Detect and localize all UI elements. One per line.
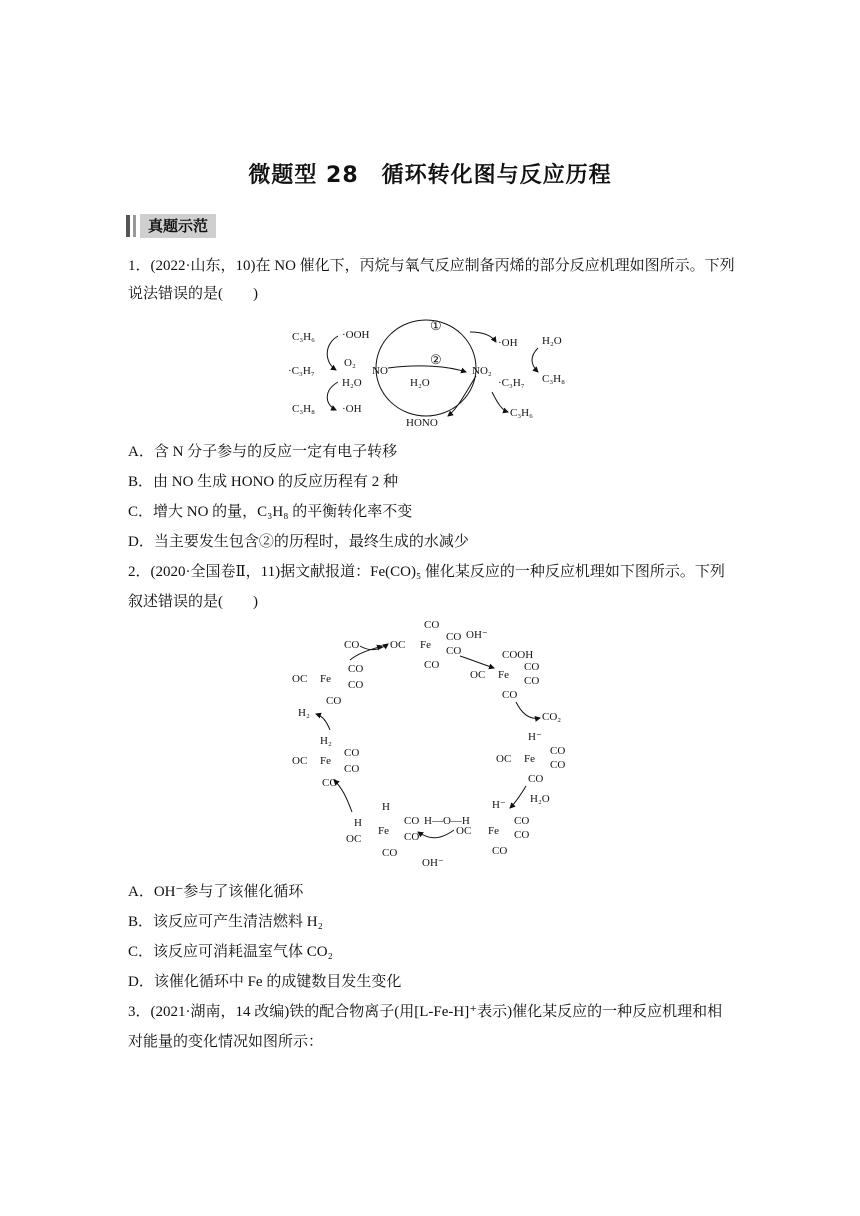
co-bl-r2: CO [404, 831, 420, 843]
path-no2-hono [448, 376, 476, 416]
o2-label: O₂ [344, 357, 356, 369]
q1-option-c: C．增大 NO 的量，C₃H₈ 的平衡转化率不变 [128, 504, 413, 520]
q2-option-b: B．该反应可产生清洁燃料 H₂ [128, 914, 323, 930]
q2-stem-line2: 叙述错误的是( ) [128, 594, 258, 610]
arrow-br-to-bl [418, 830, 454, 838]
fe-right: Fe [524, 753, 535, 765]
page-title: 微题型 28 循环转化图与反应历程 [248, 163, 612, 188]
arrow-h2o [510, 786, 526, 808]
q2-option-d: D．该催化循环中 Fe 的成键数目发生变化 [128, 974, 402, 990]
path-step2 [388, 366, 466, 372]
c3h7-right-label: ·C₃H₇ [498, 377, 525, 389]
q2-stem-line1: 2．(2020·全国卷Ⅱ，11)据文献报道：Fe(CO)₅ 催化某反应的一种反应机理如下图所示。下列 [128, 564, 725, 580]
co-right-r1: CO [550, 745, 566, 757]
oh-minus-top: OH⁻ [466, 629, 488, 641]
c3h8-right-label: C₃H₈ [542, 373, 565, 385]
q1-stem-line1: 1．(2022·山东，10)在 NO 催化下，丙烷与氧气反应制备丙烯的部分反应机理如图所示。下列 [128, 258, 735, 274]
q2-option-c: C．该反应可消耗温室气体 CO₂ [128, 944, 333, 960]
arrow-top-to-tr [460, 656, 494, 668]
oc-left: OC [292, 755, 308, 767]
right-exchange-arrow [532, 348, 538, 372]
oc-tr: OC [470, 669, 486, 681]
q3-stem-line2: 对能量的变化情况如图所示： [128, 1034, 324, 1050]
oh-minus-bottom: OH⁻ [422, 857, 444, 869]
oh-right-label: ·OH [498, 337, 518, 349]
oc-br: OC [456, 825, 472, 837]
q1-option-d: D．当主要发生包含②的历程时，最终生成的水减少 [128, 534, 469, 550]
oc-top: OC [390, 639, 406, 651]
fe-tr: Fe [498, 669, 509, 681]
h2o-left-label: H₂O [342, 377, 362, 389]
co-top-down: CO [424, 659, 440, 671]
fe-top: Fe [420, 639, 431, 651]
section-label: 真题示范 [140, 214, 216, 238]
tag-bar [126, 215, 130, 237]
co-top-up: CO [424, 619, 440, 631]
co-ul-r1: CO [348, 663, 364, 675]
co-top-r2: CO [446, 645, 462, 657]
co-top-r1: CO [446, 631, 462, 643]
co-left-r2: CO [344, 763, 360, 775]
c3h6-right-label: C₃H₆ [510, 407, 533, 419]
hoh-label: H—O—H [424, 815, 470, 827]
q2-catalytic-cycle-diagram [290, 616, 590, 872]
co-tr-r2: CO [524, 675, 540, 687]
h-bl-up: H [382, 801, 390, 813]
right-arrow-oh [470, 332, 496, 342]
tag-bar-light [133, 215, 136, 237]
left-curve-arrow-top [327, 336, 338, 370]
c3h6-left-label: C₃H₆ [292, 331, 315, 343]
left-curve-arrow-bottom [327, 382, 338, 410]
h2o-right-label: H₂O [542, 335, 562, 347]
no2-label: NO₂ [472, 365, 492, 377]
co2-label: CO₂ [542, 711, 562, 723]
fe-br: Fe [488, 825, 499, 837]
oc-ul: OC [292, 673, 308, 685]
co-ul-down: CO [326, 695, 342, 707]
h-minus-br: H⁻ [492, 799, 506, 811]
right-arrow-c3h6 [492, 392, 508, 412]
oc-bl: OC [346, 833, 362, 845]
co-left-r1: CO [344, 747, 360, 759]
co-left-down: CO [322, 777, 338, 789]
hono-label: HONO [406, 417, 438, 429]
section-tag [126, 214, 216, 238]
co-right-down: CO [528, 773, 544, 785]
c3h8-left-label: C₃H₈ [292, 403, 315, 415]
co-free-top: CO [344, 639, 360, 651]
h2-released: H₂ [298, 707, 310, 719]
h-bl-left: H [354, 817, 362, 829]
cooh-label: COOH [502, 649, 534, 661]
q1-option-a: A．含 N 分子参与的反应一定有电子转移 [128, 444, 398, 460]
co-bl-r1: CO [404, 815, 420, 827]
no-label: NO [372, 365, 388, 377]
q1-mechanism-diagram [280, 312, 600, 430]
q3-stem-line1: 3．(2021·湖南，14 改编)铁的配合物离子(用[L-Fe-H]⁺表示)催化某反应的一种反应机理和相 [128, 1004, 723, 1020]
co-tr-r1: CO [524, 661, 540, 673]
co-br-r2: CO [514, 829, 530, 841]
h-minus-right: H⁻ [528, 731, 542, 743]
step1-label: ① [430, 318, 442, 333]
q1-stem-line2: 说法错误的是( ) [128, 286, 258, 302]
oh-left-label: ·OH [342, 403, 362, 415]
fe-left: Fe [320, 755, 331, 767]
co-tr-down: CO [502, 689, 518, 701]
arrow-co2 [516, 702, 540, 718]
co-right-r2: CO [550, 759, 566, 771]
co-bl-down: CO [382, 847, 398, 859]
c3h7-left-label: ·C₃H₇ [288, 365, 315, 377]
co-br-r1: CO [514, 815, 530, 827]
h2o-mid-label: H₂O [410, 377, 430, 389]
oc-right: OC [496, 753, 512, 765]
fe-bl: Fe [378, 825, 389, 837]
step2-label: ② [430, 352, 442, 367]
co-ul-r2: CO [348, 679, 364, 691]
h2-left-up: H₂ [320, 735, 332, 747]
arrow-h2 [316, 714, 330, 730]
ooh-label: ·OOH [342, 329, 370, 341]
h2o-label: H₂O [530, 793, 550, 805]
fe-ul: Fe [320, 673, 331, 685]
q1-option-b: B．由 NO 生成 HONO 的反应历程有 2 种 [128, 474, 399, 490]
co-br-down: CO [492, 845, 508, 857]
q2-option-a: A．OH⁻参与了该催化循环 [128, 884, 304, 900]
